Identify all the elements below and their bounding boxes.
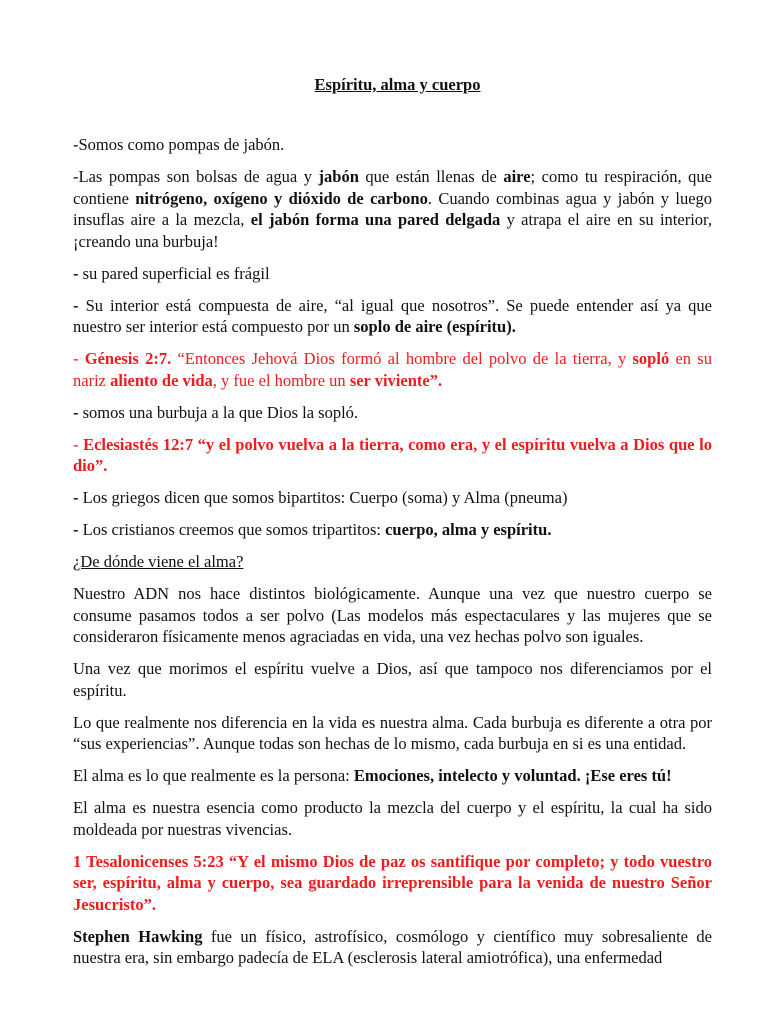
body-paragraph <box>73 402 712 424</box>
underlined-heading: ¿De dónde viene el alma? <box>73 552 244 571</box>
text-run: - <box>73 434 84 454</box>
bold-text: aire <box>503 167 531 186</box>
text-run: Una vez que morimos el espíritu vuelve a Dios, así que tampoco nos diferenciamos por el espíritu. <box>73 659 712 700</box>
body-paragraph <box>73 295 712 338</box>
text-run: , y fue el hombre un <box>212 370 350 390</box>
bold-text: Eclesiastés 12:7 “y el polvo vuelva a la tierra, como era, y el espíritu vuelva a Dios que lo dio”. <box>73 434 712 475</box>
text-run: Lo que realmente nos diferencia en la vida es nuestra alma. Cada burbuja es diferente a otra por “sus experiencias”. Aunque todas son hechas de lo mismo, cada burbuja en si es una entidad. <box>73 712 712 753</box>
text-run: su pared superficial es frágil <box>78 263 270 283</box>
text-run: - <box>73 349 85 368</box>
body-paragraph <box>73 765 712 787</box>
bold-text: sopló <box>632 349 670 368</box>
body-paragraph <box>73 551 712 573</box>
text-run: El alma es nuestra esencia como producto la mezcla del cuerpo y el espíritu, la cual ha sido moldeada por nuestras vivencias. <box>73 798 712 839</box>
bold-text: aliento de vida <box>110 370 213 390</box>
bold-text: - <box>73 295 79 315</box>
bold-text: Emociones, intelecto y voluntad. ¡Ese eres tú! <box>353 766 672 785</box>
text-run: “Entonces Jehová Dios formó al hombre del polvo de la tierra, y <box>171 349 633 368</box>
bold-text: ser viviente”. <box>349 370 443 390</box>
bold-text: Génesis 2:7. <box>84 349 172 368</box>
body-paragraph <box>73 797 712 840</box>
bold-text: - <box>73 402 79 422</box>
text-run: . Cuando combinas agua y jabón y luego insuflas aire a la mezcla, <box>73 188 713 229</box>
body-paragraph <box>73 583 712 648</box>
text-run: en su nariz <box>73 349 712 390</box>
body-paragraph <box>73 487 712 509</box>
text-run: -Las pompas son bolsas de agua y <box>73 167 319 186</box>
text-run: ; como tu respiración, que contiene <box>73 167 712 208</box>
bold-text: 1 Tesalonicenses 5:23 “Y el mismo Dios de paz os santifique por completo; y todo vuestro ser, espíritu, alma y cuerpo, sea guardado irreprensible para la venida de nuestro Señor Jesucristo”. <box>73 851 712 914</box>
scripture-paragraph <box>73 851 712 916</box>
body-paragraph <box>73 658 712 701</box>
text-run: Su interior está compuesta de aire, “al igual que nosotros”. Se puede entender así ya que nuestro ser interior está compuesto por un <box>73 295 712 336</box>
text-run: El alma es lo que realmente es la persona: <box>73 766 354 785</box>
scripture-paragraph <box>73 434 712 477</box>
text-run: -Somos como pompas de jabón. <box>73 135 285 154</box>
text-run: Los cristianos creemos que somos tripartitos: <box>78 520 386 539</box>
text-run: Nuestro ADN nos hace distintos biológicamente. Aunque una vez que nuestro cuerpo se consume pasamos todos a ser polvo (Las modelos más espectaculares y las mujeres que se consideraron físicamente menos agraciadas en vida, una vez hechas polvo son iguales. <box>73 584 712 646</box>
text-run: y atrapa el aire en su interior, ¡creando una burbuja! <box>73 210 712 251</box>
text-run: somos una burbuja a la que Dios la sopló. <box>78 402 359 422</box>
bold-text: cuerpo, alma y espíritu. <box>385 520 552 539</box>
bold-text: - <box>73 488 79 507</box>
body-paragraph <box>73 263 712 285</box>
body-paragraph <box>73 712 712 755</box>
bold-text: el jabón forma una pared delgada <box>250 210 501 229</box>
body-paragraph <box>73 926 712 969</box>
text-run: que están llenas de <box>358 167 504 186</box>
body-paragraph <box>73 134 712 156</box>
bold-text: Stephen Hawking <box>73 926 203 946</box>
bold-text: nitrógeno, oxígeno y dióxido de carbono <box>135 188 428 208</box>
document-body <box>73 134 712 969</box>
document-title: Espíritu, alma y cuerpo <box>314 75 481 94</box>
text-run: fue un físico, astrofísico, cosmólogo y científico muy sobresaliente de nuestra era, sin embargo padecía de ELA (esclerosis lateral amiotrófica), una enfermedad <box>73 926 712 967</box>
body-paragraph <box>73 166 712 252</box>
text-run: Los griegos dicen que somos bipartitos: Cuerpo (soma) y Alma (pneuma) <box>78 488 568 507</box>
bold-text: - <box>73 520 79 539</box>
bold-text: soplo de aire (espíritu). <box>353 317 516 336</box>
scripture-paragraph <box>73 348 712 391</box>
bold-text: - <box>73 263 79 283</box>
body-paragraph <box>73 519 712 541</box>
bold-text: jabón <box>318 167 359 186</box>
